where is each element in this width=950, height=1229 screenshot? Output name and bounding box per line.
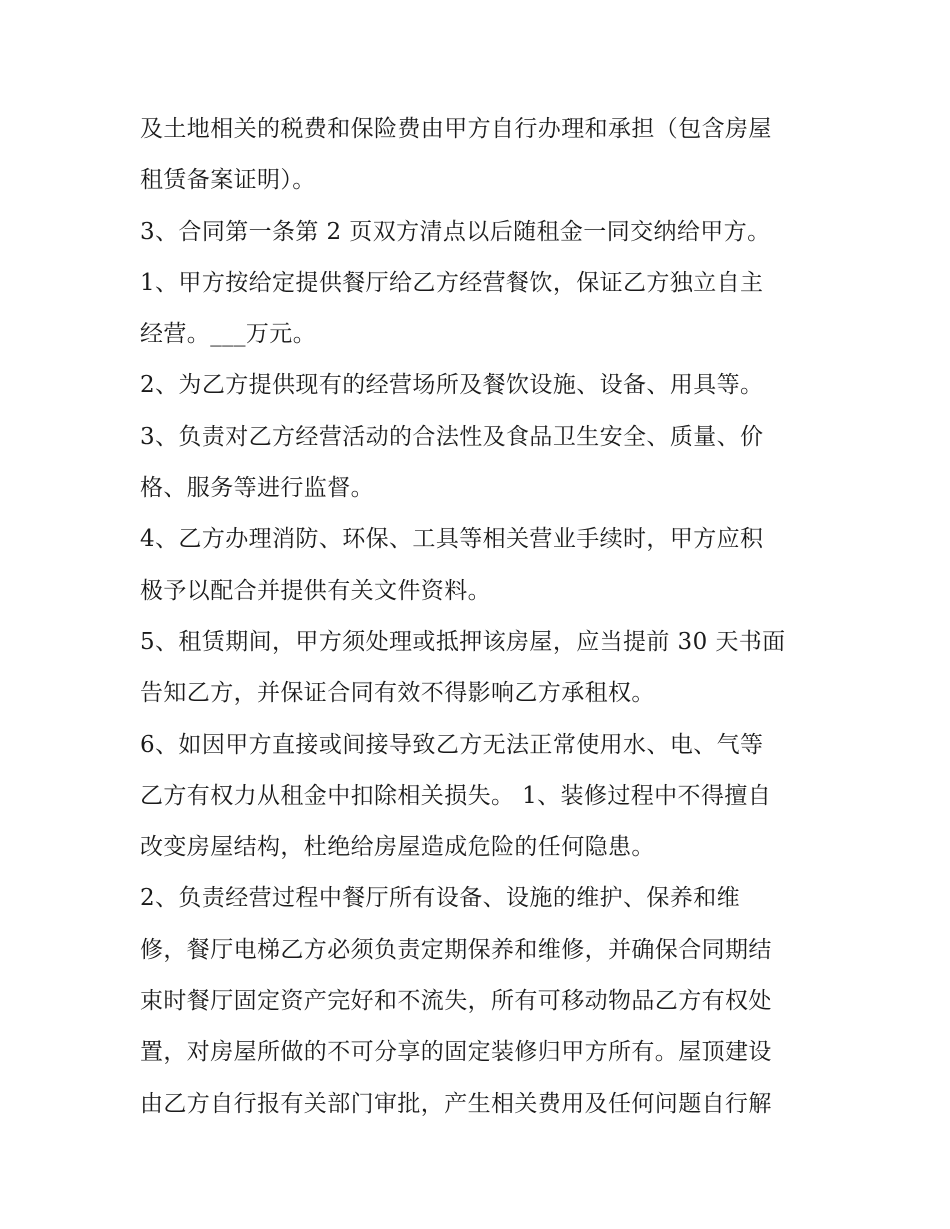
text-line: 6、如因甲方直接或间接导致乙方无法正常使用水、电、气等 <box>140 731 764 758</box>
text-line: 及土地相关的税费和保险费由甲方自行办理和承担（包含房屋 <box>140 116 772 142</box>
text-line: 3、合同第一条第 2 页双方清点以后随租金一同交纳给甲方。 <box>140 218 771 245</box>
text-line: 4、乙方办理消防、环保、工具等相关营业手续时，甲方应积 <box>140 526 764 553</box>
text-line: 5、租赁期间，甲方须处理或抵押该房屋，应当提前 30 天书面 <box>140 628 786 655</box>
text-line: 2、负责经营过程中餐厅所有设备、设施的维护、保养和维 <box>140 885 741 912</box>
text-line: 由乙方自行报有关部门审批，产生相关费用及任何问题自行解 <box>140 1090 772 1117</box>
text-line: 1、甲方按给定提供餐厅给乙方经营餐饮，保证乙方独立自主 <box>140 269 764 296</box>
text-line: 束时餐厅固定资产完好和不流失，所有可移动物品乙方有权处 <box>140 988 772 1015</box>
text-line: 改变房屋结构，杜绝给房屋造成危险的任何隐患。 <box>140 834 655 861</box>
document-body <box>140 104 820 1130</box>
text-line: 极予以配合并提供有关文件资料。 <box>140 577 491 604</box>
text-line: 告知乙方，并保证合同有效不得影响乙方承租权。 <box>140 680 655 707</box>
text-line: 乙方有权力从租金中扣除相关损失。 1、装修过程中不得擅自 <box>140 782 772 809</box>
text-line: 经营。___万元。 <box>140 321 317 348</box>
text-line: 置，对房屋所做的不可分享的固定装修归甲方所有。屋顶建设 <box>140 1039 772 1066</box>
text-line: 格、服务等进行监督。 <box>140 475 374 502</box>
text-line: 3、负责对乙方经营活动的合法性及食品卫生安全、质量、价 <box>140 423 764 450</box>
text-line: 租赁备案证明）。 <box>140 167 316 194</box>
text-line: 2、为乙方提供现有的经营场所及餐饮设施、设备、用具等。 <box>140 372 764 399</box>
text-line: 修，餐厅电梯乙方必须负责定期保养和维修，并确保合同期结 <box>140 936 772 963</box>
